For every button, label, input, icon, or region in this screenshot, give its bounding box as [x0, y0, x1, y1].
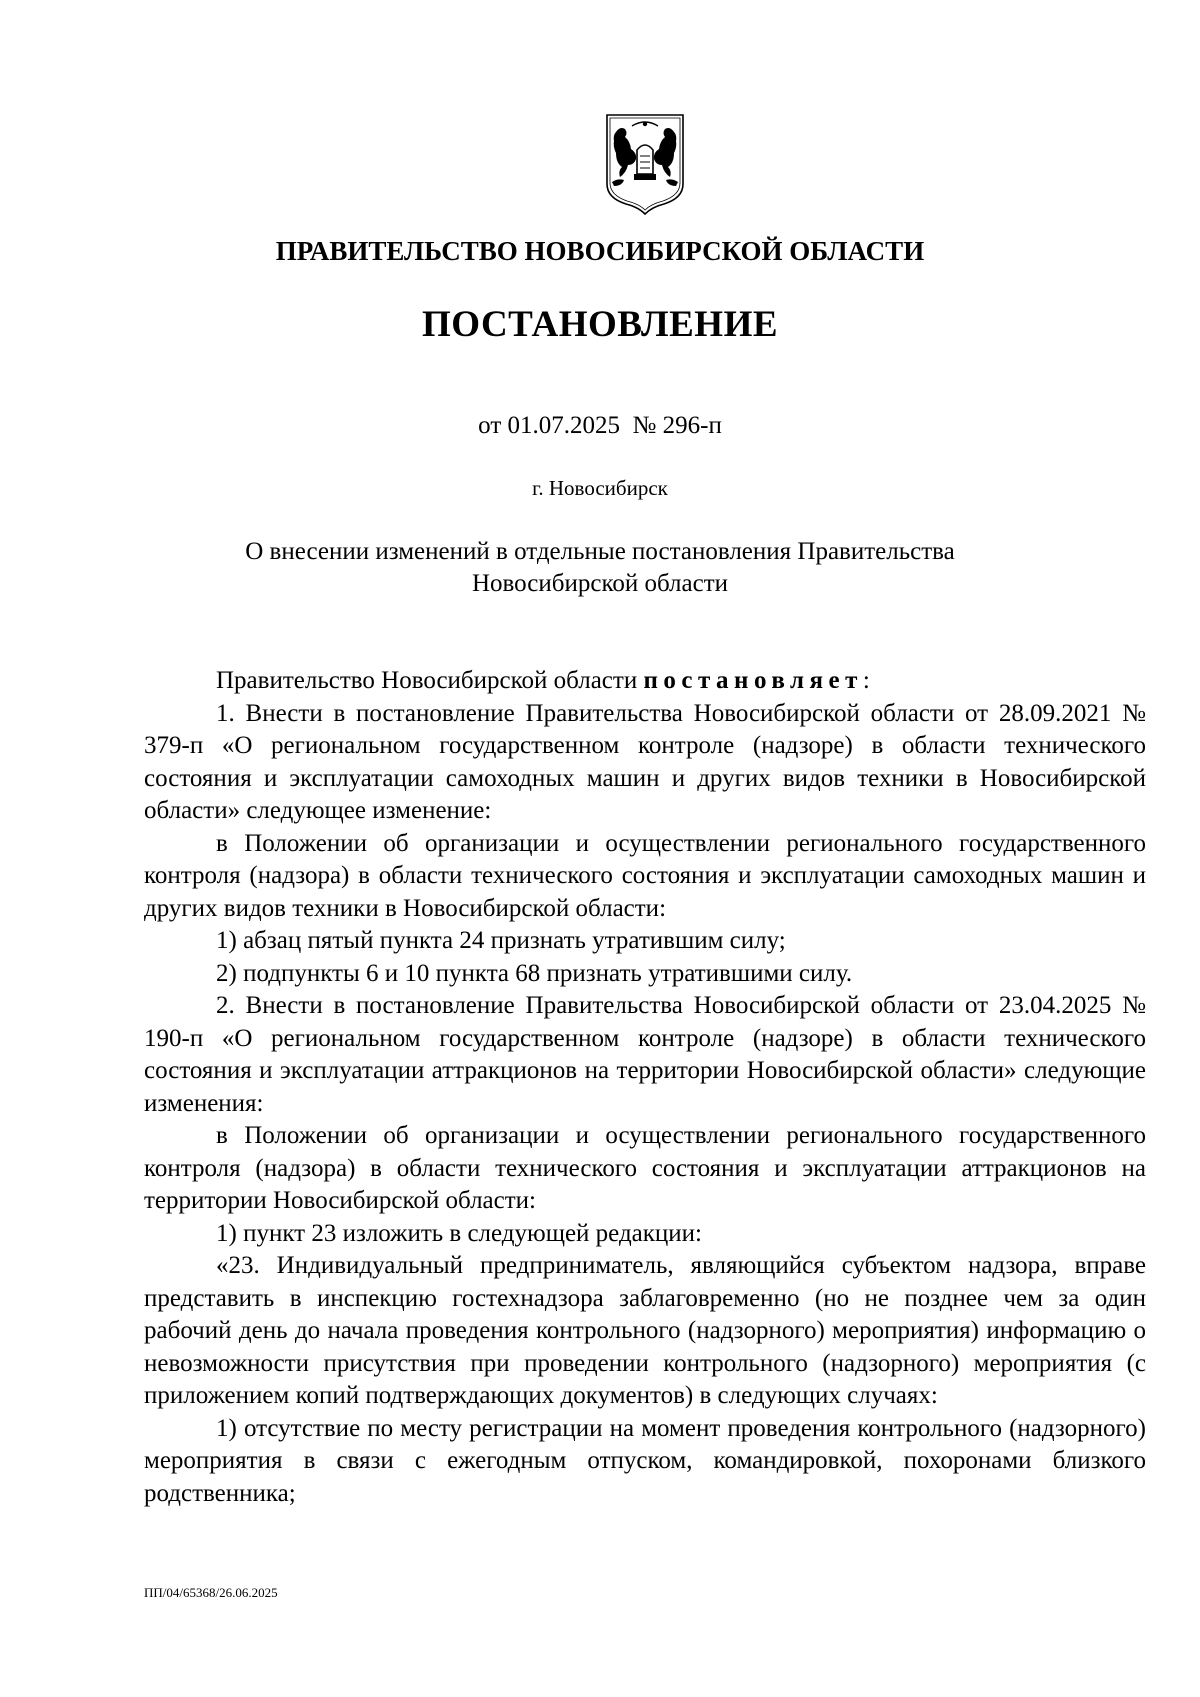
- paragraph: в Положении об организации и осуществлении регионального государственного контроля (надзора) в области технического состояния и эксплуатации аттракционов на территории Новосибирской области:: [144, 1122, 1146, 1214]
- paragraph: «23. Индивидуальный предприниматель, являющийся субъектом надзора, вправе представить в инспекцию гостехнадзора заблаговременно (но не позднее чем за один рабочий день до начала проведения контрольного (надзорного) мероприятия) информацию о невозможности присутствия при проведении контрольного (надзорного) мероприятия (с приложением копий подтверждающих документов) в следующих случаях:: [144, 1252, 1146, 1409]
- intro-spaced-verb: постановляет: [643, 667, 863, 694]
- paragraph: 2. Внести в постановление Правительства Новосибирской области от 23.04.2025 № 190-п «О региональном государственном контроле (надзоре) в области технического состояния и эксплуатации аттракционов на территории Новосибирской области» следующие изменения:: [144, 992, 1146, 1117]
- subject-line-2: Новосибирской области: [471, 570, 729, 597]
- document-body: [144, 665, 1146, 1510]
- subject-line-1: О внесении изменений в отдельные постановления Правительства: [245, 538, 955, 565]
- paragraph: 1) абзац пятый пункта 24 признать утратившим силу;: [216, 927, 786, 954]
- date-and-number: от 01.07.2025 № 296-п: [478, 412, 722, 439]
- paragraph: 1) отсутствие по месту регистрации на момент проведения контрольного (надзорного) мероприятия в связи с ежегодным отпуском, командировкой, похоронами близкого родственника;: [144, 1414, 1146, 1507]
- paragraph: в Положении об организации и осуществлении регионального государственного контроля (надзора) в области технического состояния и эксплуатации самоходных машин и других видов техники в Новосибирской области:: [144, 829, 1146, 922]
- coat-of-arms-icon: [604, 112, 686, 216]
- intro-paragraph: [144, 665, 1146, 698]
- document-subject: [0, 536, 1200, 600]
- paragraph: 2) подпункты 6 и 10 пункта 68 признать утратившими силу.: [216, 959, 853, 987]
- paragraph: 1) пункт 23 изложить в следующей редакции:: [216, 1219, 702, 1247]
- city: г. Новосибирск: [532, 476, 668, 500]
- paragraph: 1. Внести в постановление Правительства Новосибирской области от 28.09.2021 № 379-п «О региональном государственном контроле (надзоре) в области технического состояния и эксплуатации самоходных машин и других видов техники в Новосибирской области» следующее изменение:: [144, 699, 1146, 824]
- document-code: ПП/04/65368/26.06.2025: [144, 1585, 278, 1600]
- document-type: ПОСТАНОВЛЕНИЕ: [421, 304, 779, 345]
- government-name: ПРАВИТЕЛЬСТВО НОВОСИБИРСКОЙ ОБЛАСТИ: [275, 236, 925, 266]
- intro-text: Правительство Новосибирской области: [216, 667, 644, 694]
- intro-colon: :: [862, 667, 870, 694]
